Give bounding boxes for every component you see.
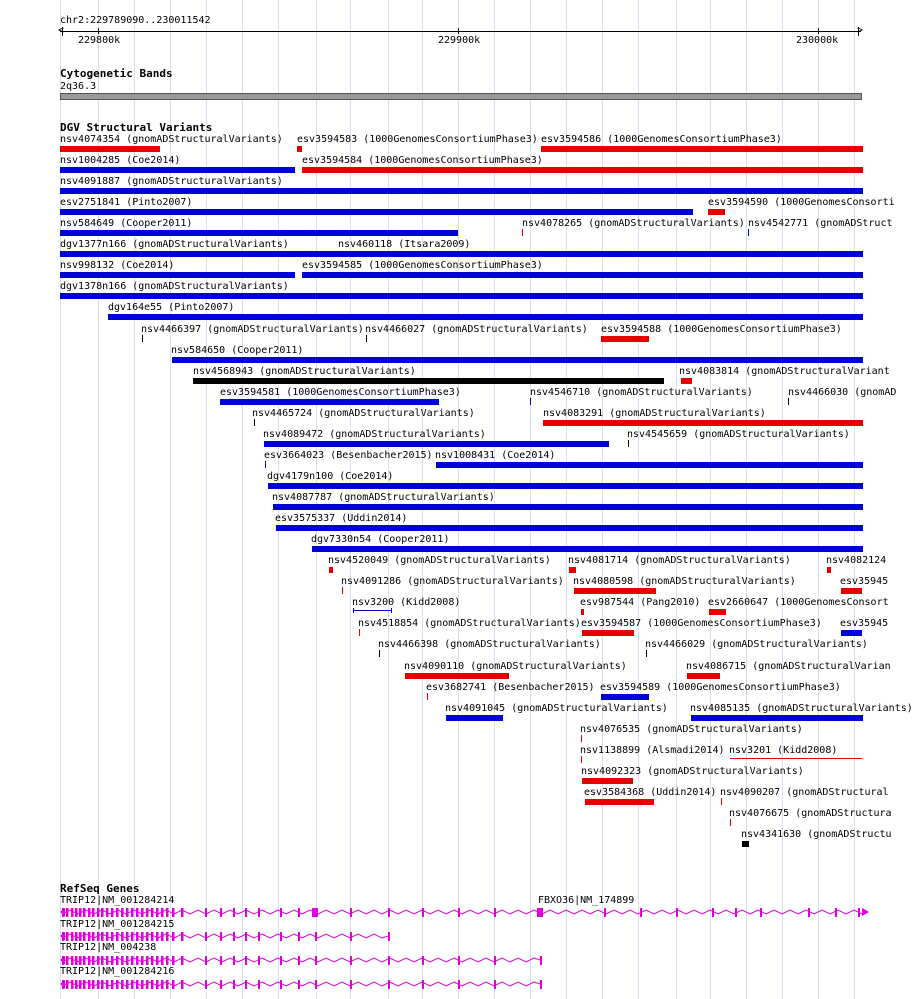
exon-block <box>136 980 139 989</box>
transcript-label[interactable]: TRIP12|NM_001284216 <box>60 966 175 977</box>
exon-block <box>83 980 86 989</box>
dgv-feature-label[interactable]: nsv4074354 (gnomADStructuralVariants) <box>60 134 283 145</box>
exon-block <box>131 908 134 917</box>
exon-block <box>121 956 124 965</box>
exon-block <box>205 956 207 965</box>
exon-block <box>116 908 119 917</box>
dgv-feature-label[interactable]: nsv4091045 (gnomADStructuralVariants) <box>445 703 668 714</box>
dgv-feature-label[interactable]: nsv584650 (Cooper2011) <box>171 345 304 356</box>
dgv-feature-label[interactable]: nsv4546710 (gnomADStructuralVariants) <box>530 387 753 398</box>
dgv-feature-label[interactable]: esv3594586 (1000GenomesConsortiumPhase3) <box>541 134 782 145</box>
exon-block <box>66 908 69 917</box>
ruler-arrow-left-icon: < <box>58 25 65 36</box>
exon-block <box>422 980 424 989</box>
dgv-feature-label[interactable]: nsv4518854 (gnomADStructuralVariants) <box>358 618 581 629</box>
dgv-feature-label[interactable]: nsv4545659 (gnomADStructuralVariants) <box>627 429 850 440</box>
exon-block <box>258 908 260 917</box>
exon-block <box>156 932 159 941</box>
exon-block <box>141 980 144 989</box>
exon-block <box>71 932 74 941</box>
exon-block <box>233 908 235 917</box>
dgv-feature-label[interactable]: nsv3201 (Kidd2008) <box>729 745 838 756</box>
exon-block <box>121 980 124 989</box>
dgv-feature-label[interactable]: nsv1008431 (Coe2014) <box>435 450 556 461</box>
ruler-tick-label: 229800k <box>78 35 121 46</box>
exon-block <box>161 908 164 917</box>
exon-block <box>131 980 134 989</box>
exon-block <box>75 908 78 917</box>
exon-block <box>458 956 460 965</box>
exon-block <box>71 980 74 989</box>
exon-block <box>220 932 222 941</box>
exon-block <box>315 932 317 941</box>
dgv-feature-label[interactable]: nsv4076535 (gnomADStructuralVariants) <box>580 724 803 735</box>
exon-block <box>258 932 260 941</box>
exon-block <box>205 932 207 941</box>
refseq-track-title: RefSeq Genes <box>60 882 140 895</box>
exon-block <box>388 908 390 917</box>
dgv-feature-label[interactable]: nsv4465724 (gnomADStructuralVariants) <box>252 408 475 419</box>
exon-block <box>298 956 300 965</box>
exon-block <box>111 908 114 917</box>
exon-block <box>151 932 154 941</box>
exon-block <box>79 980 82 989</box>
exon-block <box>156 908 159 917</box>
exon-block <box>858 908 860 917</box>
exon-block <box>97 908 100 917</box>
exon-block <box>92 956 95 965</box>
exon-block <box>92 932 95 941</box>
region-label: chr2:229789090..230011542 <box>60 15 211 26</box>
exon-block <box>166 908 169 917</box>
exon-block <box>205 908 207 917</box>
dgv-feature-label[interactable]: nsv1138899 (Alsmadi2014) <box>580 745 725 756</box>
transcript-label[interactable]: TRIP12|NM_001284215 <box>60 919 175 930</box>
exon-block <box>245 908 247 917</box>
dgv-feature-label[interactable]: esv2751841 (Pinto2007) <box>60 197 193 208</box>
exon-block <box>388 932 390 941</box>
exon-block <box>540 956 542 965</box>
exon-block <box>312 908 314 917</box>
dgv-feature-label[interactable]: nsv4466398 (gnomADStructuralVariants) <box>378 639 601 650</box>
exon-block <box>106 980 109 989</box>
exon-block <box>146 932 149 941</box>
exon-block <box>233 980 235 989</box>
exon-block <box>181 908 184 917</box>
exon-block <box>280 908 282 917</box>
exon-block <box>111 980 114 989</box>
dgv-feature-label[interactable]: esv3664023 (Besenbacher2015) <box>264 450 433 461</box>
exon-block <box>75 980 78 989</box>
exon-block <box>161 980 164 989</box>
exon-block <box>156 956 159 965</box>
dgv-feature-label[interactable]: nsv4086715 (gnomADStructuralVarian <box>686 661 891 672</box>
dgv-feature-label[interactable]: nsv3200 (Kidd2008) <box>352 597 461 608</box>
exon-block <box>280 932 282 941</box>
exon-block <box>101 932 104 941</box>
ruler-arrow-right-icon: > <box>857 25 864 36</box>
exon-block <box>83 956 86 965</box>
exon-block <box>166 932 169 941</box>
dgv-feature-label[interactable]: dgv164e55 (Pinto2007) <box>108 302 235 313</box>
exon-block <box>126 980 129 989</box>
exon-block <box>760 908 762 917</box>
exon-block <box>97 980 100 989</box>
intron-line <box>62 982 540 986</box>
exon-block <box>350 980 352 989</box>
exon-block <box>233 932 235 941</box>
exon-block <box>205 980 207 989</box>
exon-block <box>280 956 282 965</box>
dgv-feature-label[interactable]: esv2660647 (1000GenomesConsort <box>708 597 889 608</box>
exon-block <box>66 956 69 965</box>
dgv-feature-label[interactable]: nsv4090207 (gnomADStructural <box>720 787 889 798</box>
exon-block <box>106 908 109 917</box>
exon-block <box>106 956 109 965</box>
dgv-feature-label[interactable]: nsv4341630 (gnomADStructu <box>741 829 892 840</box>
exon-block <box>79 908 82 917</box>
dgv-feature-label[interactable]: nsv4466397 (gnomADStructuralVariants) <box>141 324 364 335</box>
exon-block <box>111 956 114 965</box>
exon-block <box>172 932 175 941</box>
exon-block <box>280 980 282 989</box>
exon-block <box>101 956 104 965</box>
exon-block <box>66 932 69 941</box>
dgv-feature-label[interactable]: nsv4090110 (gnomADStructuralVariants) <box>404 661 627 672</box>
exon-block <box>136 956 139 965</box>
strand-arrow-icon <box>862 908 869 916</box>
intron-line <box>62 958 540 962</box>
exon-block <box>350 956 352 965</box>
dgv-feature-label[interactable]: dgv7330n54 (Cooper2011) <box>311 534 450 545</box>
exon-block <box>83 908 86 917</box>
exon-block <box>245 980 247 989</box>
dgv-feature-label[interactable]: dgv1378n166 (gnomADStructuralVariants) <box>60 281 289 292</box>
exon-block <box>540 980 542 989</box>
exon-block <box>220 980 222 989</box>
dgv-feature-label[interactable]: nsv1004285 (Coe2014) <box>60 155 181 166</box>
exon-block <box>808 908 810 917</box>
exon-block <box>245 932 247 941</box>
exon-block <box>172 908 175 917</box>
exon-block <box>315 956 317 965</box>
dgv-feature-label[interactable]: nsv4085135 (gnomADStructuralVariants) <box>690 703 913 714</box>
exon-block <box>537 908 539 917</box>
exon-block <box>541 908 543 917</box>
exon-block <box>88 932 91 941</box>
exon-block <box>676 908 678 917</box>
exon-block <box>101 980 104 989</box>
exon-block <box>315 980 317 989</box>
dgv-feature-label[interactable]: esv3682741 (Besenbacher2015) <box>426 682 595 693</box>
exon-block <box>126 908 129 917</box>
exon-block <box>131 956 134 965</box>
dgv-feature-label[interactable]: nsv4466030 (gnomAD <box>788 387 897 398</box>
exon-block <box>712 908 714 917</box>
exon-block <box>172 956 175 965</box>
exon-block <box>640 908 642 917</box>
exon-block <box>220 956 222 965</box>
exon-block <box>66 980 69 989</box>
exon-block <box>97 932 100 941</box>
exon-block <box>121 932 124 941</box>
exon-block <box>314 908 316 917</box>
exon-block <box>298 908 300 917</box>
dgv-feature-label[interactable]: nsv4520049 (gnomADStructuralVariants) <box>328 555 551 566</box>
exon-block <box>316 908 318 917</box>
exon-block <box>181 932 184 941</box>
exon-block <box>146 956 149 965</box>
dgv-feature-label[interactable]: nsv4091887 (gnomADStructuralVariants) <box>60 176 283 187</box>
exon-block <box>181 980 184 989</box>
dgv-feature-label[interactable]: esv35945 <box>840 576 889 587</box>
exon-block <box>83 932 86 941</box>
exon-block <box>126 932 129 941</box>
exon-block <box>151 980 154 989</box>
exon-block <box>79 956 82 965</box>
exon-block <box>88 980 91 989</box>
exon-block <box>79 932 82 941</box>
exon-block <box>388 956 390 965</box>
exon-block <box>458 980 460 989</box>
dgv-feature-label[interactable]: esv3594584 (1000GenomesConsortiumPhase3) <box>302 155 543 166</box>
exon-block <box>350 908 352 917</box>
dgv-feature-label[interactable]: nsv4087787 (gnomADStructuralVariants) <box>272 492 495 503</box>
exon-block <box>156 980 159 989</box>
exon-block <box>126 956 129 965</box>
exon-block <box>75 932 78 941</box>
exon-block <box>88 956 91 965</box>
exon-block <box>172 980 175 989</box>
exon-block <box>146 980 149 989</box>
exon-block <box>604 908 606 917</box>
transcript-label[interactable]: TRIP12|NM_001284214 <box>60 895 175 906</box>
exon-block <box>258 980 260 989</box>
exon-block <box>92 908 95 917</box>
dgv-feature-label[interactable]: nsv4081714 (gnomADStructuralVariants) <box>568 555 791 566</box>
dgv-track-title: DGV Structural Variants <box>60 121 213 134</box>
exon-block <box>388 980 390 989</box>
exon-block <box>539 908 541 917</box>
transcript-label[interactable]: FBXO36|NM_174899 <box>538 895 635 906</box>
exon-block <box>141 956 144 965</box>
exon-block <box>71 956 74 965</box>
exon-block <box>422 956 424 965</box>
ruler-tick-label: 230000k <box>796 35 839 46</box>
intron-line <box>62 934 388 938</box>
exon-block <box>161 956 164 965</box>
dgv-feature-label[interactable]: nsv4083291 (gnomADStructuralVariants) <box>543 408 766 419</box>
dgv-feature-label[interactable]: nsv4082124 <box>826 555 887 566</box>
dgv-feature-label[interactable]: nsv4083814 (gnomADStructuralVariant <box>679 366 890 377</box>
exon-block <box>494 980 496 989</box>
exon-block <box>494 956 496 965</box>
exon-block <box>458 908 460 917</box>
transcript-label[interactable]: TRIP12|NM_004238 <box>60 942 157 953</box>
dgv-feature-label[interactable]: nsv4089472 (gnomADStructuralVariants) <box>263 429 486 440</box>
dgv-feature-label[interactable]: esv3594587 (1000GenomesConsortiumPhase3) <box>581 618 822 629</box>
exon-block <box>181 956 184 965</box>
exon-block <box>88 908 91 917</box>
exon-block <box>101 908 104 917</box>
exon-block <box>136 932 139 941</box>
dgv-feature-label[interactable]: esv3594590 (1000GenomesConsorti <box>708 197 895 208</box>
exon-block <box>92 980 95 989</box>
cytoband-track-title: Cytogenetic Bands <box>60 67 173 80</box>
exon-block <box>166 956 169 965</box>
dgv-feature-label[interactable]: esv3594585 (1000GenomesConsortiumPhase3) <box>302 260 543 271</box>
exon-block <box>106 932 109 941</box>
exon-block <box>141 908 144 917</box>
exon-block <box>71 908 74 917</box>
dgv-feature-label[interactable]: esv35945 <box>840 618 889 629</box>
exon-block <box>136 908 139 917</box>
exon-block <box>494 908 496 917</box>
exon-block <box>422 908 424 917</box>
dgv-feature-label[interactable]: nsv460118 (Itsara2009) <box>338 239 471 250</box>
dgv-feature-label[interactable]: esv3594588 (1000GenomesConsortiumPhase3) <box>601 324 842 335</box>
exon-block <box>258 956 260 965</box>
exon-block <box>161 932 164 941</box>
exon-block <box>121 908 124 917</box>
dgv-feature-label[interactable]: esv3594581 (1000GenomesConsortiumPhase3) <box>220 387 461 398</box>
dgv-feature-label[interactable]: nsv4078265 (gnomADStructuralVariants) <box>522 218 745 229</box>
dgv-feature-label[interactable]: nsv4568943 (gnomADStructuralVariants) <box>193 366 416 377</box>
exon-block <box>116 956 119 965</box>
exon-block <box>141 932 144 941</box>
exon-block <box>245 956 247 965</box>
exon-block <box>116 932 119 941</box>
exon-block <box>298 980 300 989</box>
dgv-feature-label[interactable]: esv987544 (Pang2010) <box>580 597 701 608</box>
exon-block <box>97 956 100 965</box>
dgv-feature-label[interactable]: nsv4092323 (gnomADStructuralVariants) <box>581 766 804 777</box>
dgv-feature-label[interactable]: nsv4076675 (gnomADStructura <box>729 808 892 819</box>
exon-block <box>166 980 169 989</box>
dgv-feature-label[interactable]: nsv4466027 (gnomADStructuralVariants) <box>365 324 588 335</box>
exon-block <box>220 908 222 917</box>
exon-block <box>298 932 300 941</box>
dgv-feature-label[interactable]: nsv4080598 (gnomADStructuralVariants) <box>573 576 796 587</box>
exon-block <box>151 956 154 965</box>
dgv-feature-label[interactable]: esv3584368 (Uddin2014) <box>584 787 717 798</box>
dgv-feature-label[interactable]: esv3594583 (1000GenomesConsortiumPhase3) <box>297 134 538 145</box>
exon-block <box>75 956 78 965</box>
dgv-feature-label[interactable]: nsv998132 (Coe2014) <box>60 260 175 271</box>
dgv-feature-label[interactable]: nsv4466029 (gnomADStructuralVariants) <box>645 639 868 650</box>
exon-block <box>131 932 134 941</box>
exon-block <box>835 908 837 917</box>
dgv-feature-label[interactable]: esv3575337 (Uddin2014) <box>275 513 408 524</box>
ruler-tick-label: 229900k <box>438 35 481 46</box>
dgv-feature-label[interactable]: dgv1377n166 (gnomADStructuralVariants) <box>60 239 289 250</box>
cytoband-label: 2q36.3 <box>60 81 97 92</box>
exon-block <box>146 908 149 917</box>
dgv-feature-label[interactable]: nsv584649 (Cooper2011) <box>60 218 193 229</box>
dgv-feature-label[interactable]: nsv4542771 (gnomADStruct <box>748 218 893 229</box>
dgv-feature-label[interactable]: dgv4179n100 (Coe2014) <box>267 471 394 482</box>
exon-block <box>111 932 114 941</box>
exon-block <box>350 932 352 941</box>
exon-block <box>233 956 235 965</box>
exon-block <box>116 980 119 989</box>
exon-block <box>735 908 737 917</box>
dgv-feature-label[interactable]: esv3594589 (1000GenomesConsortiumPhase3) <box>600 682 841 693</box>
dgv-feature-label[interactable]: nsv4091286 (gnomADStructuralVariants) <box>341 576 564 587</box>
exon-block <box>151 908 154 917</box>
